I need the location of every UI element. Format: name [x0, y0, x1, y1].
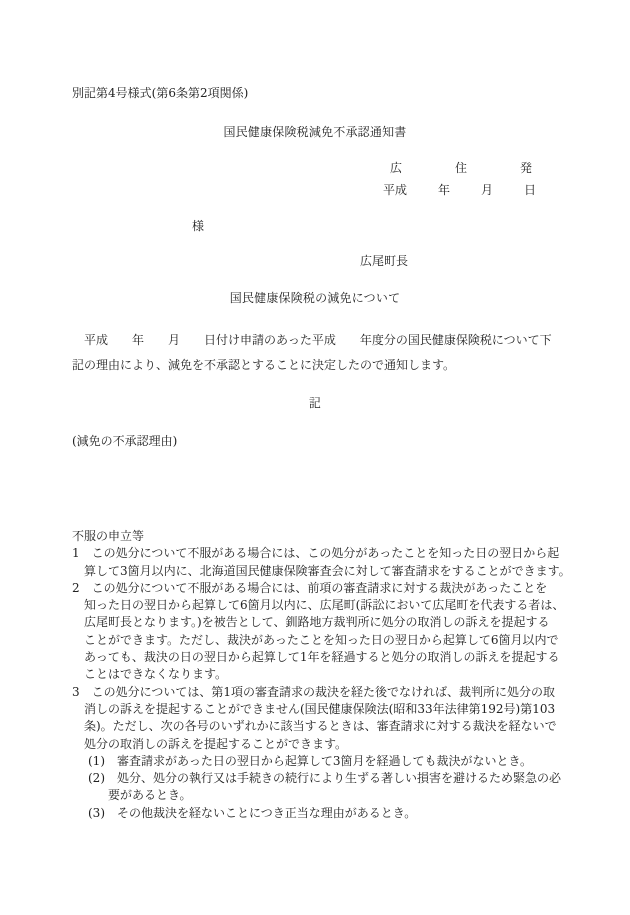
text-line: 要があるとき。	[108, 788, 192, 803]
text-line: 広尾町長となります。)を被告として、釧路地方裁判所に処分の取消しの訴えを提起する	[84, 615, 550, 630]
doc-code-char-1: 広	[390, 161, 403, 175]
form-number: 別記第4号様式(第6条第2項関係)	[72, 86, 249, 100]
appeal-section	[72, 528, 612, 822]
month-label: 月	[480, 183, 493, 197]
text-line: 3 この処分については、第1項の審査請求の裁決を経た後でなければ、裁判所に処分の取	[72, 684, 556, 699]
sender-title: 広尾町長	[360, 254, 409, 268]
text-line: 条)。ただし、次の各号のいずれかに該当するときは、審査請求に対する裁決を経ないで	[84, 719, 557, 734]
year-label: 年	[437, 183, 450, 197]
text-line: 算して3箇月以内に、北海道国民健康保険審査会に対して審査請求をすることができます。	[84, 563, 571, 578]
text-line: ことはできなくなります。	[84, 667, 228, 682]
issue-date-line	[383, 184, 536, 196]
subject-line: 国民健康保険税の減免について	[229, 291, 401, 305]
document-title: 国民健康保険税減免不承認通知書	[223, 125, 407, 139]
text-line: 平成 年 月 日付け申請のあった平成 年度分の国民健康保険税について下	[72, 333, 552, 347]
section-marker: 記	[308, 396, 322, 410]
addressee-suffix: 様	[192, 219, 205, 233]
text-line: ことができます。ただし、裁決があったことを知った日の翌日から起算して6箇月以内で	[84, 632, 559, 647]
era-label: 平成	[383, 183, 408, 197]
appeal-lines	[72, 545, 612, 822]
doc-code-char-2: 住	[454, 161, 467, 175]
doc-code-char-3: 発	[519, 161, 532, 175]
text-line: (2) 処分、処分の執行又は手続きの続行により生ずる著しい損害を避けるため緊急の必	[88, 771, 562, 786]
text-line: 消しの訴えを提起することができません(国民健康保険法(昭和33年法律第192号)第103	[84, 701, 556, 716]
text-line: 1 この処分について不服がある場合には、この処分があったことを知った日の翌日から起	[72, 546, 560, 561]
appeal-heading: 不服の申立等	[72, 529, 145, 543]
text-line: (3) その他裁決を経ないことにつき正当な理由があるとき。	[88, 805, 417, 820]
reason-label: (減免の不承認理由)	[72, 434, 178, 448]
doc-code-line	[390, 162, 532, 174]
notification-body	[72, 328, 592, 378]
text-line: 記の理由により、減免を不承認とすることに決定したので通知します。	[72, 358, 456, 372]
day-label: 日	[523, 183, 536, 197]
text-line: (1) 審査請求があった日の翌日から起算して3箇月を経過しても裁決がないとき。	[88, 753, 533, 768]
text-line: 処分の取消しの訴えを提起することができます。	[84, 736, 348, 751]
text-line: あっても、裁決の日の翌日から起算して1年を経過すると処分の取消しの訴えを提起する	[84, 650, 560, 665]
text-line: 2 この処分について不服がある場合には、前項の審査請求に対する裁決があったことを	[72, 580, 548, 595]
text-line: 知った日の翌日から起算して6箇月以内に、広尾町(訴訟において広尾町を代表する者は、	[84, 598, 565, 613]
